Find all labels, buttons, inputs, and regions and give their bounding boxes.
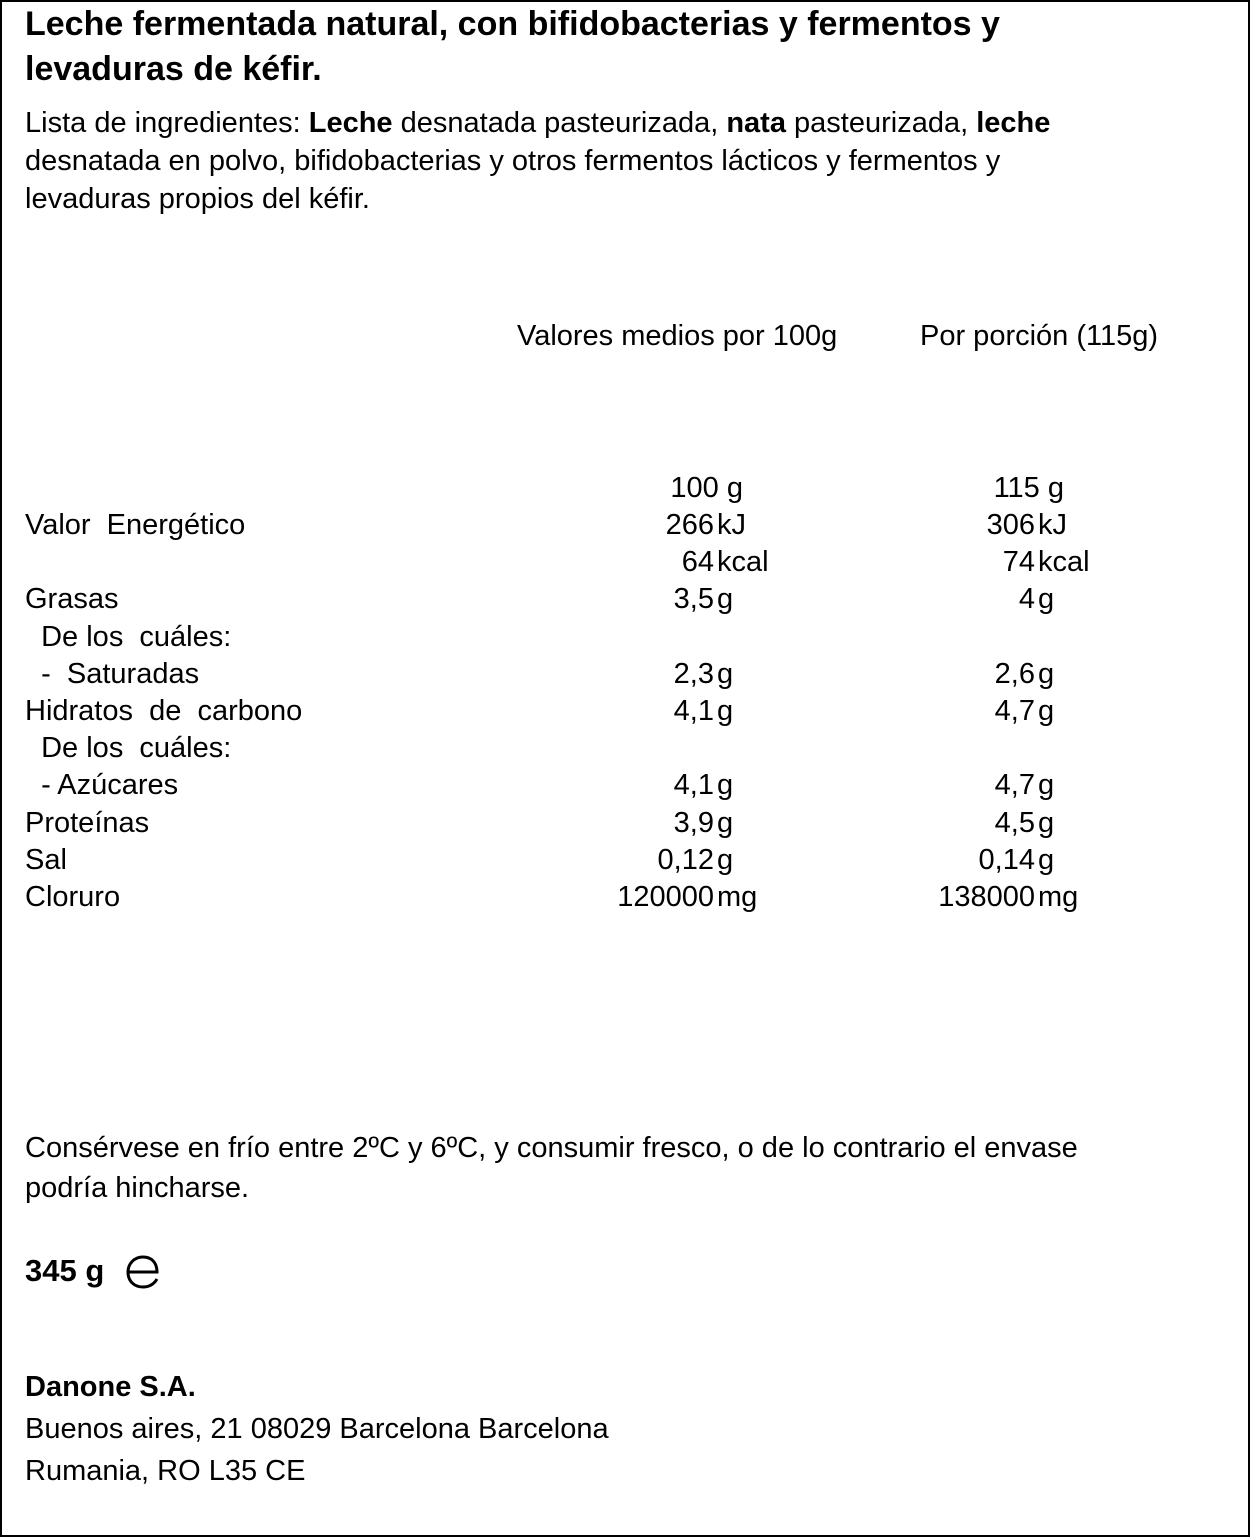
nutrient-label: Valor Energético (25, 509, 246, 541)
nutrition-header-per-portion: Por porción (115g) (920, 320, 1159, 352)
unit-per-100g: g (717, 807, 734, 839)
value-per-portion: 138000 (938, 881, 1035, 913)
nutrient-label: Proteínas (25, 807, 150, 839)
nutrient-label: - Azúcares (25, 769, 179, 801)
nutrient-label: - Saturadas (25, 658, 200, 690)
unit-per-100g: g (717, 658, 734, 690)
nutrient-label: Cloruro (25, 881, 121, 913)
nutrition-row (0, 509, 1250, 546)
value-per-100g: 3,5 (673, 583, 714, 615)
e-mark-icon (125, 1254, 161, 1290)
value-per-100g: 120000 (617, 881, 714, 913)
unit-per-portion: g (1038, 658, 1055, 690)
allergen-leche: Leche (308, 107, 393, 139)
ingredients-line-1 (25, 104, 1050, 142)
value-per-100g: 4,1 (673, 769, 714, 801)
value-per-portion: 4,5 (994, 807, 1035, 839)
nutrition-row (0, 583, 1250, 620)
value-per-100g: 4,1 (673, 695, 714, 727)
nutrition-row (0, 807, 1250, 844)
ingredients-line-2: desnatada en polvo, bifidobacterias y otros fermentos lácticos y fermentos y (25, 145, 1001, 177)
value-per-portion: 2,6 (994, 658, 1035, 690)
nutrition-row (0, 732, 1250, 769)
value-per-100g: 266 (665, 509, 714, 541)
nutrition-row (0, 658, 1250, 695)
nutrient-label: Sal (25, 844, 67, 876)
unit-per-100g: g (717, 769, 734, 801)
ingredients-line-3: levaduras propios del kéfir. (25, 183, 370, 215)
nutrition-row (0, 695, 1250, 732)
storage-line-1: Consérvese en frío entre 2ºC y 6ºC, y consumir fresco, o de lo contrario el envase (25, 1132, 1078, 1164)
unit-per-portion: g (1038, 769, 1055, 801)
value-per-portion: 74 (1002, 546, 1035, 578)
nutrition-row (0, 881, 1250, 918)
value-per-100g: 2,3 (673, 658, 714, 690)
value-per-portion: 4 (1018, 583, 1035, 615)
storage-line-2: podría hincharse. (25, 1172, 250, 1204)
ingredients-text-2: pasteurizada, (785, 107, 977, 139)
basis-per-portion: 115 g (993, 472, 1064, 504)
ingredients-list (25, 104, 1050, 218)
unit-per-100g: kcal (717, 546, 769, 578)
ingredients-prefix: Lista de ingredientes: (25, 107, 309, 139)
unit-per-portion: mg (1038, 881, 1079, 913)
unit-per-portion: g (1038, 583, 1055, 615)
ingredients-text-1: desnatada pasteurizada, (392, 107, 727, 139)
value-per-portion: 306 (986, 509, 1035, 541)
nutrient-label: Grasas (25, 583, 119, 615)
title-line-2: levaduras de kéfir. (25, 50, 322, 88)
nutrient-label: Hidratos de carbono (25, 695, 303, 727)
value-per-portion: 4,7 (994, 769, 1035, 801)
nutrition-basis-row (0, 472, 1250, 509)
nutrition-header-per-100g: Valores medios por 100g (517, 320, 838, 352)
value-per-portion: 4,7 (994, 695, 1035, 727)
unit-per-portion: g (1038, 844, 1055, 876)
company-name: Danone S.A. (25, 1371, 196, 1403)
unit-per-100g: g (717, 844, 734, 876)
nutrition-row (0, 621, 1250, 658)
value-per-100g: 3,9 (673, 807, 714, 839)
nutrient-label: De los cuáles: (25, 732, 232, 764)
basis-per-100g: 100 g (670, 472, 743, 504)
nutrient-label: De los cuáles: (25, 621, 232, 653)
allergen-nata: nata (726, 107, 786, 139)
unit-per-100g: kJ (717, 509, 746, 541)
storage-instructions (25, 1128, 1078, 1208)
unit-per-portion: kcal (1038, 546, 1090, 578)
company-address-2: Rumania, RO L35 CE (25, 1455, 306, 1487)
value-per-100g: 0,12 (657, 844, 714, 876)
allergen-leche-2: leche (976, 107, 1051, 139)
unit-per-100g: g (717, 695, 734, 727)
net-weight: 345 g (25, 1253, 105, 1288)
title-line-1: Leche fermentada natural, con bifidobacterias y fermentos y (25, 5, 1000, 43)
unit-per-portion: kJ (1038, 509, 1067, 541)
unit-per-100g: mg (717, 881, 758, 913)
product-title (25, 2, 1000, 92)
nutrition-row (0, 844, 1250, 881)
nutrition-row (0, 769, 1250, 806)
value-per-portion: 0,14 (978, 844, 1035, 876)
nutrition-row (0, 546, 1250, 583)
unit-per-100g: g (717, 583, 734, 615)
value-per-100g: 64 (681, 546, 714, 578)
unit-per-portion: g (1038, 807, 1055, 839)
unit-per-portion: g (1038, 695, 1055, 727)
company-address-1: Buenos aires, 21 08029 Barcelona Barcelona (25, 1413, 609, 1445)
